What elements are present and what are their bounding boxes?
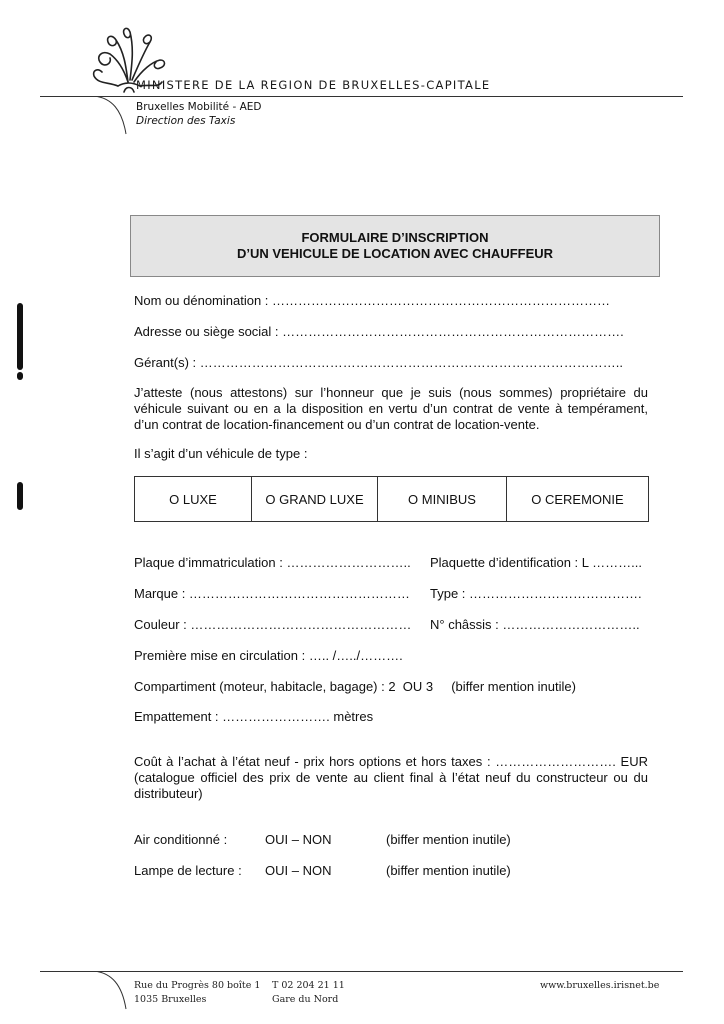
type-field[interactable]: Type : …………………………………. <box>430 586 642 601</box>
cout-field[interactable]: Coût à l’achat à l’état neuf - prix hors options et hors taxes : ………………………. EUR (catalogue officiel des prix de vente au client final à l’état neuf du constructeur ou du distributeur) <box>134 754 648 801</box>
lampe-label: Lampe de lecture : <box>134 863 242 878</box>
ministry-title: MINISTERE DE LA REGION DE BRUXELLES-CAPITALE <box>136 78 491 92</box>
footer-divider <box>40 971 683 972</box>
adresse-field[interactable]: Adresse ou siège social : ……………………………………………………………………. <box>134 324 624 339</box>
footer-address-line2: 1035 Bruxelles <box>134 994 207 1005</box>
side-mark-bottom <box>17 482 23 510</box>
plaque-field[interactable]: Plaque d’immatriculation : ……………………….. <box>134 555 411 570</box>
air-label: Air conditionné : <box>134 832 228 847</box>
footer-contact <box>272 979 345 1007</box>
form-title-line1: FORMULAIRE D’INSCRIPTION <box>301 230 489 245</box>
couleur-field[interactable]: Couleur : …………………………………………… <box>134 617 412 632</box>
nom-field[interactable]: Nom ou dénomination : …………………………………………………………………… <box>134 293 611 308</box>
lampe-note: (biffer mention inutile) <box>386 863 511 878</box>
header-curve <box>92 96 132 136</box>
type-option-luxe[interactable]: O LUXE <box>135 477 252 522</box>
side-mark-top <box>17 303 23 370</box>
header-divider <box>40 96 683 97</box>
attestation-text: J’atteste (nous attestons) sur l’honneur que je suis (nous sommes) propriétaire du véhicule suivant ou en a la disposition en vertu d’un contrat de vente à tempérament, d’un contrat de location-financement ou d’un contrat de location-vente. <box>134 385 648 432</box>
footer-curve <box>92 971 132 1011</box>
premiere-circulation-field[interactable]: Première mise en circulation : ….. /…../………. <box>134 648 403 663</box>
org-direction: Direction des Taxis <box>136 115 236 127</box>
side-mark-top-dot <box>17 372 23 380</box>
type-option-ceremonie[interactable]: O CEREMONIE <box>507 477 649 522</box>
empattement-field[interactable]: Empattement : ……………………. mètres <box>134 709 374 724</box>
marque-field[interactable]: Marque : …………………………………………… <box>134 586 410 601</box>
air-options[interactable]: OUI – NON <box>265 832 332 847</box>
type-option-minibus[interactable]: O MINIBUS <box>378 477 507 522</box>
footer-address <box>134 979 260 1007</box>
org-name: Bruxelles Mobilité - AED <box>136 101 262 113</box>
lampe-options[interactable]: OUI – NON <box>265 863 332 878</box>
footer-phone: T 02 204 21 11 <box>272 980 345 991</box>
form-title-line2: D’UN VEHICULE DE LOCATION AVEC CHAUFFEUR <box>236 246 554 261</box>
type-intro: Il s’agit d’un véhicule de type : <box>134 446 308 461</box>
form-title-box <box>130 215 660 277</box>
gerant-field[interactable]: Gérant(s) : …………………………………………………………………………………….. <box>134 355 623 370</box>
footer-website[interactable]: www.bruxelles.irisnet.be <box>540 980 660 991</box>
type-option-grand-luxe[interactable]: O GRAND LUXE <box>252 477 378 522</box>
compartiment-field[interactable]: Compartiment (moteur, habitacle, bagage) : 2 OU 3 (biffer mention inutile) <box>134 679 576 694</box>
chassis-field[interactable]: N° châssis : ………………………….. <box>430 617 640 632</box>
air-note: (biffer mention inutile) <box>386 832 511 847</box>
plaquette-field[interactable]: Plaquette d’identification : L ………... <box>430 555 642 570</box>
vehicle-type-table <box>134 476 649 522</box>
footer-station: Gare du Nord <box>272 994 339 1005</box>
footer-address-line1: Rue du Progrès 80 boîte 1 <box>134 980 261 991</box>
